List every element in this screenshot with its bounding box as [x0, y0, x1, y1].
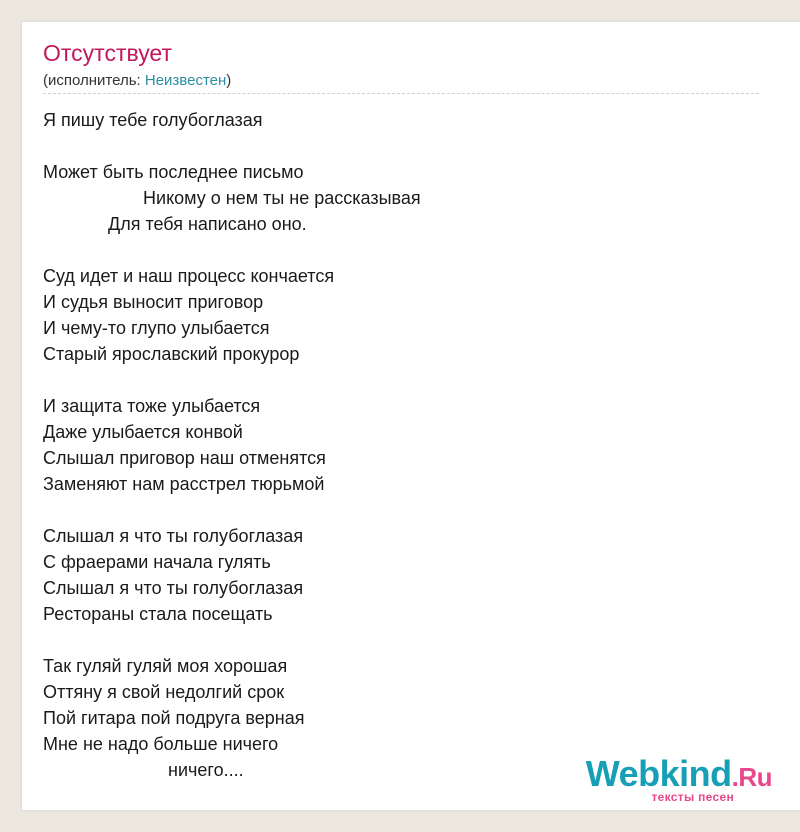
lyric-blank-line — [43, 237, 743, 263]
lyric-line: И защита тоже улыбается — [43, 396, 261, 416]
lyric-line: Так гуляй гуляй моя хорошая — [43, 656, 288, 676]
lyric-line: Может быть последнее письмо — [43, 162, 304, 182]
artist-line — [43, 73, 231, 88]
lyric-line: Заменяют нам расстрел тюрьмой — [43, 474, 325, 494]
song-title: Отсутствует — [43, 40, 172, 66]
lyric-line: Пой гитара пой подруга верная — [43, 708, 305, 728]
lyric-line: С фраерами начала гулять — [43, 552, 271, 572]
lyrics-text — [43, 107, 743, 783]
lyric-line: Даже улыбается конвой — [43, 422, 243, 442]
lyric-line: И чему-то глупо улыбается — [43, 318, 270, 338]
logo-tld: .Ru — [731, 762, 772, 792]
webkind-logo[interactable] — [552, 753, 772, 806]
lyric-line: Рестораны стала посещать — [43, 604, 273, 624]
lyric-line: Слышал я что ты голубоглазая — [43, 578, 304, 598]
lyrics-card — [22, 22, 800, 810]
lyric-line: Суд идет и наш процесс кончается — [43, 266, 335, 286]
lyric-line: Для тебя написано оно. — [43, 214, 307, 234]
lyric-line: Оттяну я свой недолгий срок — [43, 682, 285, 702]
lyric-blank-line — [43, 367, 743, 393]
logo-subtitle: тексты песен — [651, 790, 734, 804]
lyric-blank-line — [43, 133, 743, 159]
lyric-line: Слышал я что ты голубоглазая — [43, 526, 304, 546]
lyric-line: Старый ярославский прокурор — [43, 344, 300, 364]
lyric-line: Мне не надо больше ничего — [43, 734, 279, 754]
logo-wordmark — [585, 753, 772, 794]
artist-prefix: (исполнитель: — [43, 72, 145, 89]
lyric-line: И судья выносит приговор — [43, 292, 264, 312]
lyric-line: Я пишу тебе голубоглазая — [43, 110, 263, 130]
logo-word: Webkind — [585, 753, 732, 794]
lyric-line: Слышал приговор наш отменятся — [43, 448, 326, 468]
lyric-blank-line — [43, 497, 743, 523]
lyric-line: Никому о нем ты не рассказывая — [43, 188, 421, 208]
artist-link[interactable]: Неизвестен — [144, 72, 227, 89]
lyric-line: ничего.... — [43, 760, 244, 780]
artist-suffix: ) — [226, 72, 232, 89]
divider — [43, 93, 759, 94]
lyric-blank-line — [43, 627, 743, 653]
